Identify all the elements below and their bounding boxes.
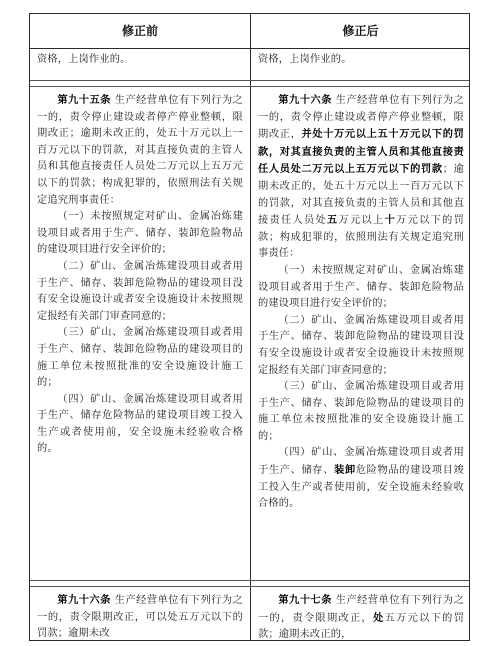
article-96-old-paragraph <box>37 592 243 640</box>
article-96-item-4-a: （四）矿山、金属冶炼建设项目或者用于生产、储存、 <box>258 447 464 477</box>
article-96-old-text: 生产经营单位有下列行为之一的，责令限期改正，可以处五万元以下的罚款；逾期未改 <box>37 595 243 640</box>
article-96-old-title: 第九十六条 <box>57 594 111 606</box>
header-before: 修正前 <box>121 24 158 38</box>
article-95-item-2: （二）矿山、金属冶炼建设项目或者用于生产、储存、装卸危险物品的建设项目没有安全设施设计或者安全设施设计未按照规定报经有关部门审查同意的； <box>37 260 243 322</box>
article-96-intro-d: 万元以上 <box>338 215 385 227</box>
article-97-title: 第九十七条 <box>278 594 332 606</box>
article-95-paragraph <box>37 92 243 209</box>
article-97-text-a: 生产经营单位有下列行为之一的，责令限期改正， <box>258 595 464 624</box>
row1-after-text: 资格，上岗作业的。 <box>258 54 352 65</box>
article-96-intro-c: 五 <box>327 214 339 227</box>
article-96-item-4 <box>258 445 464 512</box>
article-95-item-4: （四）矿山、金属冶炼建设项目或者用于生产、储存危险物品的建设项目竣工投入生产或者使用前，安全设施未经验收合格的。 <box>37 393 243 455</box>
comparison-table <box>29 13 470 641</box>
article-96-intro-b: ；逾期未改正的，处五十万元以上一百万元以下的罚款，对其直接负责的主管人员和其他直接责任人员处 <box>258 164 464 227</box>
article-95-item-3: （三）矿山、金属冶炼建设项目或者用于生产、储存、装卸危险物品的建设项目的施工单位未按照批准的安全设施设计施工的； <box>37 327 243 389</box>
article-96-item-3: （三）矿山、金属冶炼建设项目或者用于生产、储存、装卸危险物品的建设项目的施工单位未按照批准的安全设施设计施工的； <box>258 381 464 442</box>
row3-before-cell <box>37 592 243 640</box>
row1-before-cell <box>37 52 243 72</box>
row2-top-line <box>30 86 469 87</box>
article-97-paragraph <box>258 592 464 640</box>
row1-bottom-line <box>30 80 469 81</box>
row1-after-cell <box>258 52 464 72</box>
article-97-text-b: 五万元以下的罚款；逾期未改正的， <box>258 612 464 640</box>
row3-top-line <box>30 586 469 587</box>
row1-before-text: 资格，上岗作业的。 <box>37 54 131 65</box>
article-97-text-bold: 处 <box>373 611 385 624</box>
article-96-item-4-b: 危险物品的建设项目竣工投入生产或者使用前，安全设施未经验收合格的。 <box>258 465 464 510</box>
header-divider <box>30 48 469 49</box>
row2-bottom-line <box>30 580 469 581</box>
article-95-title: 第九十五条 <box>57 94 111 106</box>
article-96-paragraph <box>258 92 464 263</box>
article-96-intro-bold: 并处十万元以上五十万元以下的罚款，对其直接负责的主管人员和其他直接责任人员处二万元以上五万元以下的罚款 <box>258 128 464 176</box>
article-96-item-4-bold: 装卸 <box>334 464 356 477</box>
row2-before-cell <box>37 92 243 532</box>
article-96-intro-e: 十 <box>384 214 397 227</box>
row2-after-cell <box>258 92 464 582</box>
article-95-intro: 生产经营单位有下列行为之一的，责令停止建设或者停产停业整顿，限期改正；逾期未改正的，处五十万元以上一百万元以下的罚款，对其直接负责的主管人员和其他直接责任人员处二万元以上五万元以下的罚款；构成犯罪的，依照刑法有关规定追究刑事责任： <box>37 95 243 206</box>
article-96-intro-a: 生产经营单位有下列行为之一的，责令停止建设或者停产停业整顿，限期改正， <box>258 95 464 141</box>
article-96-item-1: （一）未按照规定对矿山、金属冶炼建设项目或者用于生产、储存、装卸危险物品的建设项目进行安全评价的； <box>258 264 464 310</box>
article-96-title: 第九十六条 <box>278 94 332 106</box>
article-96-item-2: （二）矿山、金属冶炼建设项目或者用于生产、储存、装卸危险物品的建设项目没有安全设施设计或者安全设施设计未按照规定报经有关部门审查同意的； <box>258 314 464 376</box>
article-96-intro-f: 万元以下的罚款；构成犯罪的，依照刑法有关规定追究刑事责任： <box>258 215 464 260</box>
row3-after-cell <box>258 592 464 640</box>
header-after: 修正后 <box>342 24 379 38</box>
article-95-item-1: （一）未按照规定对矿山、金属冶炼建设项目或者用于生产、储存、装卸危险物品的建设项目进行安全评价的； <box>37 211 243 256</box>
column-divider <box>250 14 251 640</box>
